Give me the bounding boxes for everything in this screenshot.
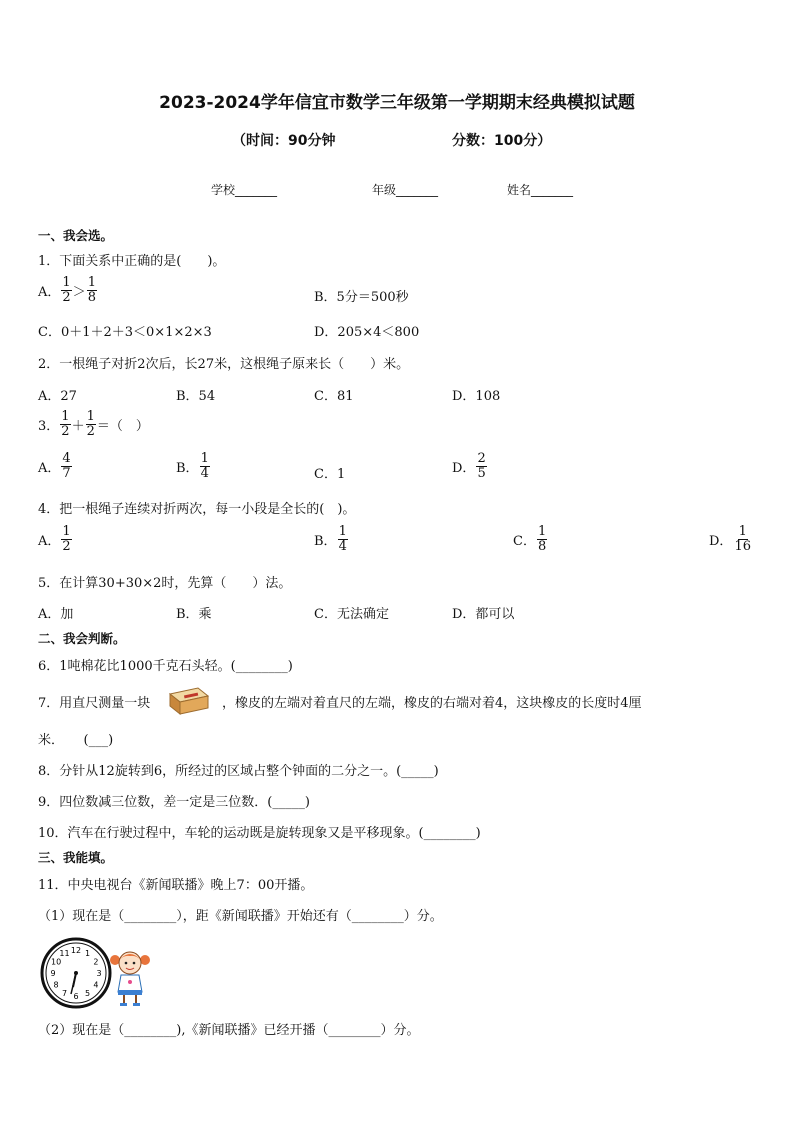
fraction <box>200 452 210 480</box>
fraction <box>61 525 71 553</box>
q3-option-b <box>176 452 211 480</box>
question-11-part1: （1）现在是（________），距《新闻联播》开始还有（________）分。 <box>38 909 443 924</box>
question-7-part2: ，橡皮的左端对着直尺的左端，橡皮的右端对着4，这块橡皮的长度时4厘 <box>222 696 642 711</box>
question-7-part3: 米． (___) <box>38 733 114 748</box>
q1-option-d: D．205×4＜800 <box>314 325 420 340</box>
numerator: 1 <box>738 524 747 539</box>
q4-option-b <box>314 525 349 553</box>
clock-numeral: 11 <box>59 949 70 959</box>
numerator: 1 <box>62 524 71 539</box>
denominator: 4 <box>200 465 209 481</box>
denominator: 2 <box>62 289 71 305</box>
operator: ＞ <box>72 284 86 300</box>
question-11-stem: 11．中央电视台《新闻联播》晚上7：00开播。 <box>38 878 314 893</box>
clock-icon <box>40 937 112 1009</box>
q4-option-a <box>38 525 73 553</box>
clock-numeral: 4 <box>93 980 99 990</box>
question-9: 9．四位数减三位数，差一定是三位数．(_____) <box>38 795 310 810</box>
option-label: B． <box>176 460 199 476</box>
q2-option-c: C．81 <box>314 389 354 404</box>
q2-option-d: D．108 <box>452 389 501 404</box>
option-label: B． <box>314 533 337 549</box>
numerator: 1 <box>86 409 95 424</box>
question-11-part2: （2）现在是（________),《新闻联播》已经开播（________）分。 <box>38 1023 420 1038</box>
option-label: A． <box>38 460 61 476</box>
option-label: D． <box>709 533 733 549</box>
fraction <box>61 276 71 304</box>
question-8: 8．分针从12旋转到6，所经过的区域占整个钟面的二分之一。(_____) <box>38 764 439 779</box>
numerator: 2 <box>477 451 486 466</box>
time-limit: （时间：90分钟 <box>232 133 336 149</box>
q5-option-a: A．加 <box>38 607 74 622</box>
operator: ＋ <box>71 418 85 434</box>
numerator: 1 <box>200 451 209 466</box>
denominator: 5 <box>477 465 486 481</box>
q2-option-a: A．27 <box>38 389 77 404</box>
numerator: 1 <box>87 275 96 290</box>
clock-numeral: 10 <box>51 957 62 967</box>
clock-numeral: 9 <box>50 969 56 978</box>
fraction <box>537 525 547 553</box>
numerator: 4 <box>62 451 71 466</box>
clock-numeral: 3 <box>96 969 102 978</box>
q1-option-a <box>38 276 98 304</box>
clock-numeral: 5 <box>84 988 91 998</box>
denominator: 2 <box>61 423 70 439</box>
q4-option-c <box>513 525 548 553</box>
fraction <box>476 452 486 480</box>
question-6: 6．1吨棉花比1000千克石头轻。(________) <box>38 659 293 674</box>
denominator: 2 <box>62 538 71 554</box>
denominator: 8 <box>87 289 96 305</box>
fraction <box>61 452 71 480</box>
clock-numeral: 2 <box>93 957 99 967</box>
option-label: D． <box>452 460 476 476</box>
section-heading-judge: 二、我会判断。 <box>38 631 126 646</box>
q3-option-a <box>38 452 73 480</box>
question-10: 10．汽车在行驶过程中，车轮的运动既是旋转现象又是平移现象。(________) <box>38 826 481 841</box>
fraction <box>86 410 96 438</box>
q1-option-c: C．0＋1＋2＋3＜0×1×2×3 <box>38 325 212 340</box>
question-3-stem <box>38 410 149 438</box>
q4-option-d <box>709 525 753 553</box>
fraction <box>87 276 97 304</box>
numerator: 1 <box>537 524 547 539</box>
name-field: 姓名_______ <box>507 183 574 197</box>
q3-option-d <box>452 452 488 480</box>
girl-cartoon-image <box>108 946 152 1008</box>
equals-blank: ＝（ ） <box>96 418 149 434</box>
section-heading-fill: 三、我能填。 <box>38 850 114 865</box>
school-field: 学校_______ <box>211 183 278 197</box>
option-label: A． <box>38 533 61 549</box>
question-5-stem: 5．在计算30+30×2时，先算（ ）法。 <box>38 576 292 591</box>
denominator: 2 <box>86 423 95 439</box>
fraction <box>60 410 70 438</box>
q2-option-b: B．54 <box>176 389 216 404</box>
q1-option-b: B．5分＝500秒 <box>314 290 409 305</box>
option-label: A． <box>38 284 61 300</box>
total-score: 分数：100分） <box>452 133 552 149</box>
q5-option-d: D．都可以 <box>452 607 515 622</box>
numerator: 1 <box>61 409 70 424</box>
numerator: 1 <box>338 524 347 539</box>
denominator: 7 <box>62 465 71 481</box>
exam-title: 2023-2024学年信宜市数学三年级第一学期期末经典模拟试题 <box>159 93 635 113</box>
clock-numeral: 12 <box>70 946 82 955</box>
fraction <box>338 525 348 553</box>
q3-option-c: C．1 <box>314 467 346 482</box>
q5-option-c: C．无法确定 <box>314 607 389 622</box>
eraser-image <box>164 684 212 718</box>
fraction <box>733 525 752 553</box>
clock-numeral: 1 <box>84 949 91 959</box>
clock-numeral: 8 <box>53 980 59 990</box>
grade-field: 年级_______ <box>372 183 439 197</box>
question-2-stem: 2．一根绳子对折2次后，长27米，这根绳子原来长（ ）米。 <box>38 357 410 372</box>
q5-option-b: B．乘 <box>176 607 212 622</box>
question-4-stem: 4．把一根绳子连续对折两次，每一小段是全长的( )。 <box>38 502 356 517</box>
clock-numeral: 7 <box>61 988 68 998</box>
question-7-part1: 7．用直尺测量一块 <box>38 696 151 711</box>
denominator: 8 <box>537 538 547 554</box>
numerator: 1 <box>62 275 71 290</box>
option-label: C． <box>513 533 536 549</box>
section-heading-choice: 一、我会选。 <box>38 228 114 243</box>
question-1-stem: 1．下面关系中正确的是( )。 <box>38 254 226 269</box>
denominator: 16 <box>734 538 751 554</box>
question-number: 3． <box>38 418 60 434</box>
denominator: 4 <box>338 538 347 554</box>
clock-numeral: 6 <box>73 992 79 1001</box>
